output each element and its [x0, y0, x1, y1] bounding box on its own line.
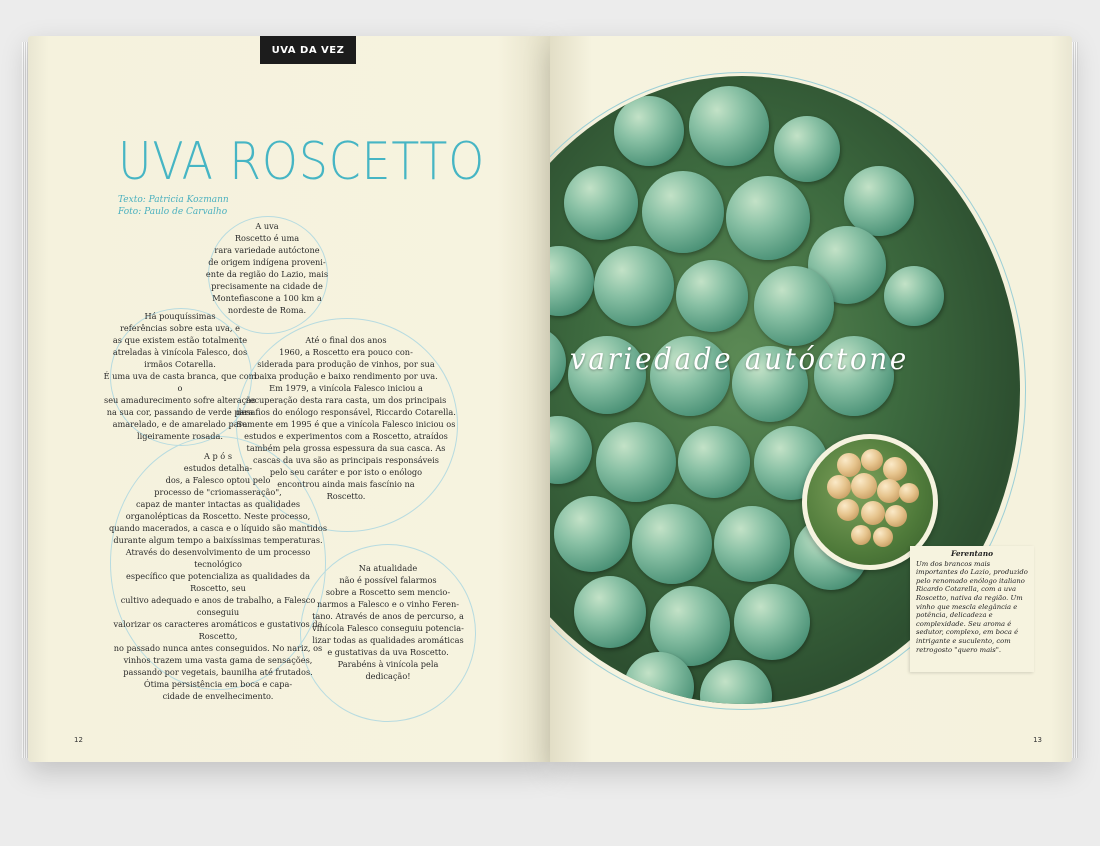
text-line: pelo seu caráter e por isto o enólogo	[269, 467, 423, 477]
grape	[689, 86, 769, 166]
text-line: capaz de manter intactas as qualidades	[135, 499, 301, 509]
grape	[700, 660, 772, 704]
grape	[614, 96, 684, 166]
text-line: seu amadurecimento sofre alteração	[104, 395, 256, 405]
grape	[844, 166, 914, 236]
photo-overlay-text: variedade autóctone	[570, 342, 909, 377]
text-line: dos, a Falesco optou pelo	[165, 475, 271, 485]
credit-photo: Foto: Paulo de Carvalho	[118, 207, 228, 217]
text-line: A p ó s	[203, 451, 233, 461]
text-line: sobre a Roscetto sem mencio-	[325, 587, 451, 597]
grape	[734, 584, 810, 660]
text-line: específico que potencializa as qualidades da Roscetto, seu	[125, 571, 311, 593]
text-line: não é possível falarmos	[339, 575, 437, 585]
article-credits	[118, 194, 229, 218]
text-line: Roscetto.	[326, 491, 366, 501]
yellow-grape	[899, 483, 919, 503]
page-number-right: 13	[1033, 736, 1042, 744]
text-line: Até o final dos anos	[305, 335, 387, 345]
text-line: passando por vegetais, baunilha até frutados.	[123, 667, 313, 677]
text-line: estudos e experimentos com a Roscetto, atraídos	[244, 431, 448, 441]
grape	[564, 166, 638, 240]
text-line: nordeste de Roma.	[227, 305, 307, 315]
text-line: na sua cor, passando de verde para	[106, 407, 254, 417]
text-line: organolépticas da Roscetto. Neste processo,	[125, 511, 311, 521]
text-line: dedicação!	[365, 671, 411, 681]
caption-title: Ferentano	[950, 549, 994, 558]
text-line: amarelado, e de amarelado para	[112, 419, 248, 429]
article-title: UVA ROSCETTO	[118, 132, 486, 192]
text-line: valorizar os caracteres aromáticos e gustativos da Roscetto,	[113, 619, 323, 641]
text-line: irmãos Cotarella.	[144, 359, 216, 369]
yellow-grape	[837, 499, 859, 521]
photo-caption	[910, 546, 1034, 672]
text-line: encontrou ainda mais fascínio na	[277, 479, 415, 489]
grape	[550, 416, 592, 484]
yellow-grape	[861, 449, 883, 471]
text-line: tano. Através de anos de percurso, a	[312, 611, 464, 621]
grape	[726, 176, 810, 260]
grape	[642, 171, 724, 253]
grape	[678, 426, 750, 498]
grape	[550, 326, 566, 398]
grape	[550, 246, 594, 316]
text-line: Somente em 1995 é que a vinícola Falesco iniciou os	[236, 419, 456, 429]
right-page	[550, 36, 1072, 762]
grape	[554, 496, 630, 572]
grape	[596, 422, 676, 502]
grape	[632, 504, 712, 584]
text-line: também pela grossa espessura da sua casca. As	[246, 443, 446, 453]
text-line: processo de "criomasseração",	[154, 487, 282, 497]
grape	[676, 260, 748, 332]
text-line: Há pouquíssimas	[144, 311, 216, 321]
text-line: Em 1979, a vinícola Falesco iniciou a	[269, 383, 423, 393]
text-line: narmos a Falesco e o vinho Feren-	[316, 599, 460, 609]
text-line: no passado nunca antes conseguidos. No nariz, os	[113, 643, 323, 653]
text-line: referências sobre esta uva, e	[120, 323, 240, 333]
section-tag: UVA DA VEZ	[260, 36, 356, 64]
text-line: quando macerados, a casca e o líquido são mantidos	[108, 523, 328, 533]
text-line: rara variedade autóctone	[214, 245, 320, 255]
text-line: vinhos trazem uma vasta gama de sensações,	[123, 655, 313, 665]
grape	[574, 576, 646, 648]
text-line: ligeiramente rosada.	[136, 431, 223, 441]
text-line: cultivo adequado e anos de trabalho, a Falesco conseguiu	[120, 595, 316, 617]
paragraph-4	[108, 450, 328, 702]
grape	[884, 266, 944, 326]
paragraph-1	[204, 220, 330, 316]
yellow-grape	[851, 525, 871, 545]
text-line: cascas da uva são as principais responsáveis	[253, 455, 439, 465]
yellow-grape	[877, 479, 901, 503]
text-line: as que existem estão totalmente	[112, 335, 248, 345]
yellow-grape	[883, 457, 907, 481]
yellow-grape	[851, 473, 877, 499]
text-line: ente da região do Lazio, mais	[205, 269, 329, 279]
text-line: estudos detalha-	[183, 463, 253, 473]
yellow-grape	[827, 475, 851, 499]
text-line: Roscetto é uma	[234, 233, 300, 243]
yellow-grape	[861, 501, 885, 525]
text-line: baixa produção e baixo rendimento por uva.	[254, 371, 438, 381]
text-line: lizar todas as qualidades aromáticas	[312, 635, 464, 645]
left-page	[28, 36, 550, 762]
text-line: Através do desenvolvimento de um processo tecnológico	[125, 547, 311, 569]
text-line: atreladas à vinícola Falesco, dos	[112, 347, 248, 357]
text-line: e gustativas da uva Roscetto.	[327, 647, 449, 657]
grape	[594, 246, 674, 326]
grape	[754, 266, 834, 346]
grape	[774, 116, 840, 182]
yellow-grape	[873, 527, 893, 547]
text-line: É uma uva de casta branca, que com o	[103, 371, 257, 393]
paragraph-5	[304, 562, 472, 682]
credit-text: Texto: Patricia Kozmann	[118, 195, 229, 205]
text-line: vinícola Falesco conseguiu potencia-	[312, 623, 464, 633]
text-line: 1960, a Roscetto era pouco con-	[279, 347, 413, 357]
text-line: recuperação desta rara casta, um dos principais	[245, 395, 447, 405]
grape	[714, 506, 790, 582]
text-line: siderada para produção de vinhos, por sua	[257, 359, 435, 369]
text-line: Parabéns à vinícola pela	[337, 659, 439, 669]
magazine-spread	[28, 36, 1072, 762]
page-number-left: 12	[74, 736, 83, 744]
yellow-grape	[885, 505, 907, 527]
text-line: de origem indígena proveni-	[208, 257, 326, 267]
text-line: A uva	[255, 221, 279, 231]
text-line: durante algum tempo a baixíssimas temperaturas.	[113, 535, 323, 545]
caption-body: Um dos brancos mais importantes do Lazio, produzido pelo renomado enólogo italiano Ricardo Cotarella, com a uva Roscetto, nativa da região. Um vinho que mescla elegância e potência, delicadeza e complexidade. Seu aroma é sedutor, complexo, em boca é intrigante e suculento, com retrogosto "quero mais".	[916, 559, 1028, 654]
text-line: Na atualidade	[358, 563, 418, 573]
text-line: desafios do enólogo responsável, Riccardo Cotarella.	[236, 407, 456, 417]
text-line: Montefiascone a 100 km a	[212, 293, 322, 303]
text-line: cidade de envelhecimento.	[162, 691, 274, 701]
text-line: precisamente na cidade de	[211, 281, 323, 291]
text-line: Ótima persistência em boca e capa-	[143, 679, 293, 689]
